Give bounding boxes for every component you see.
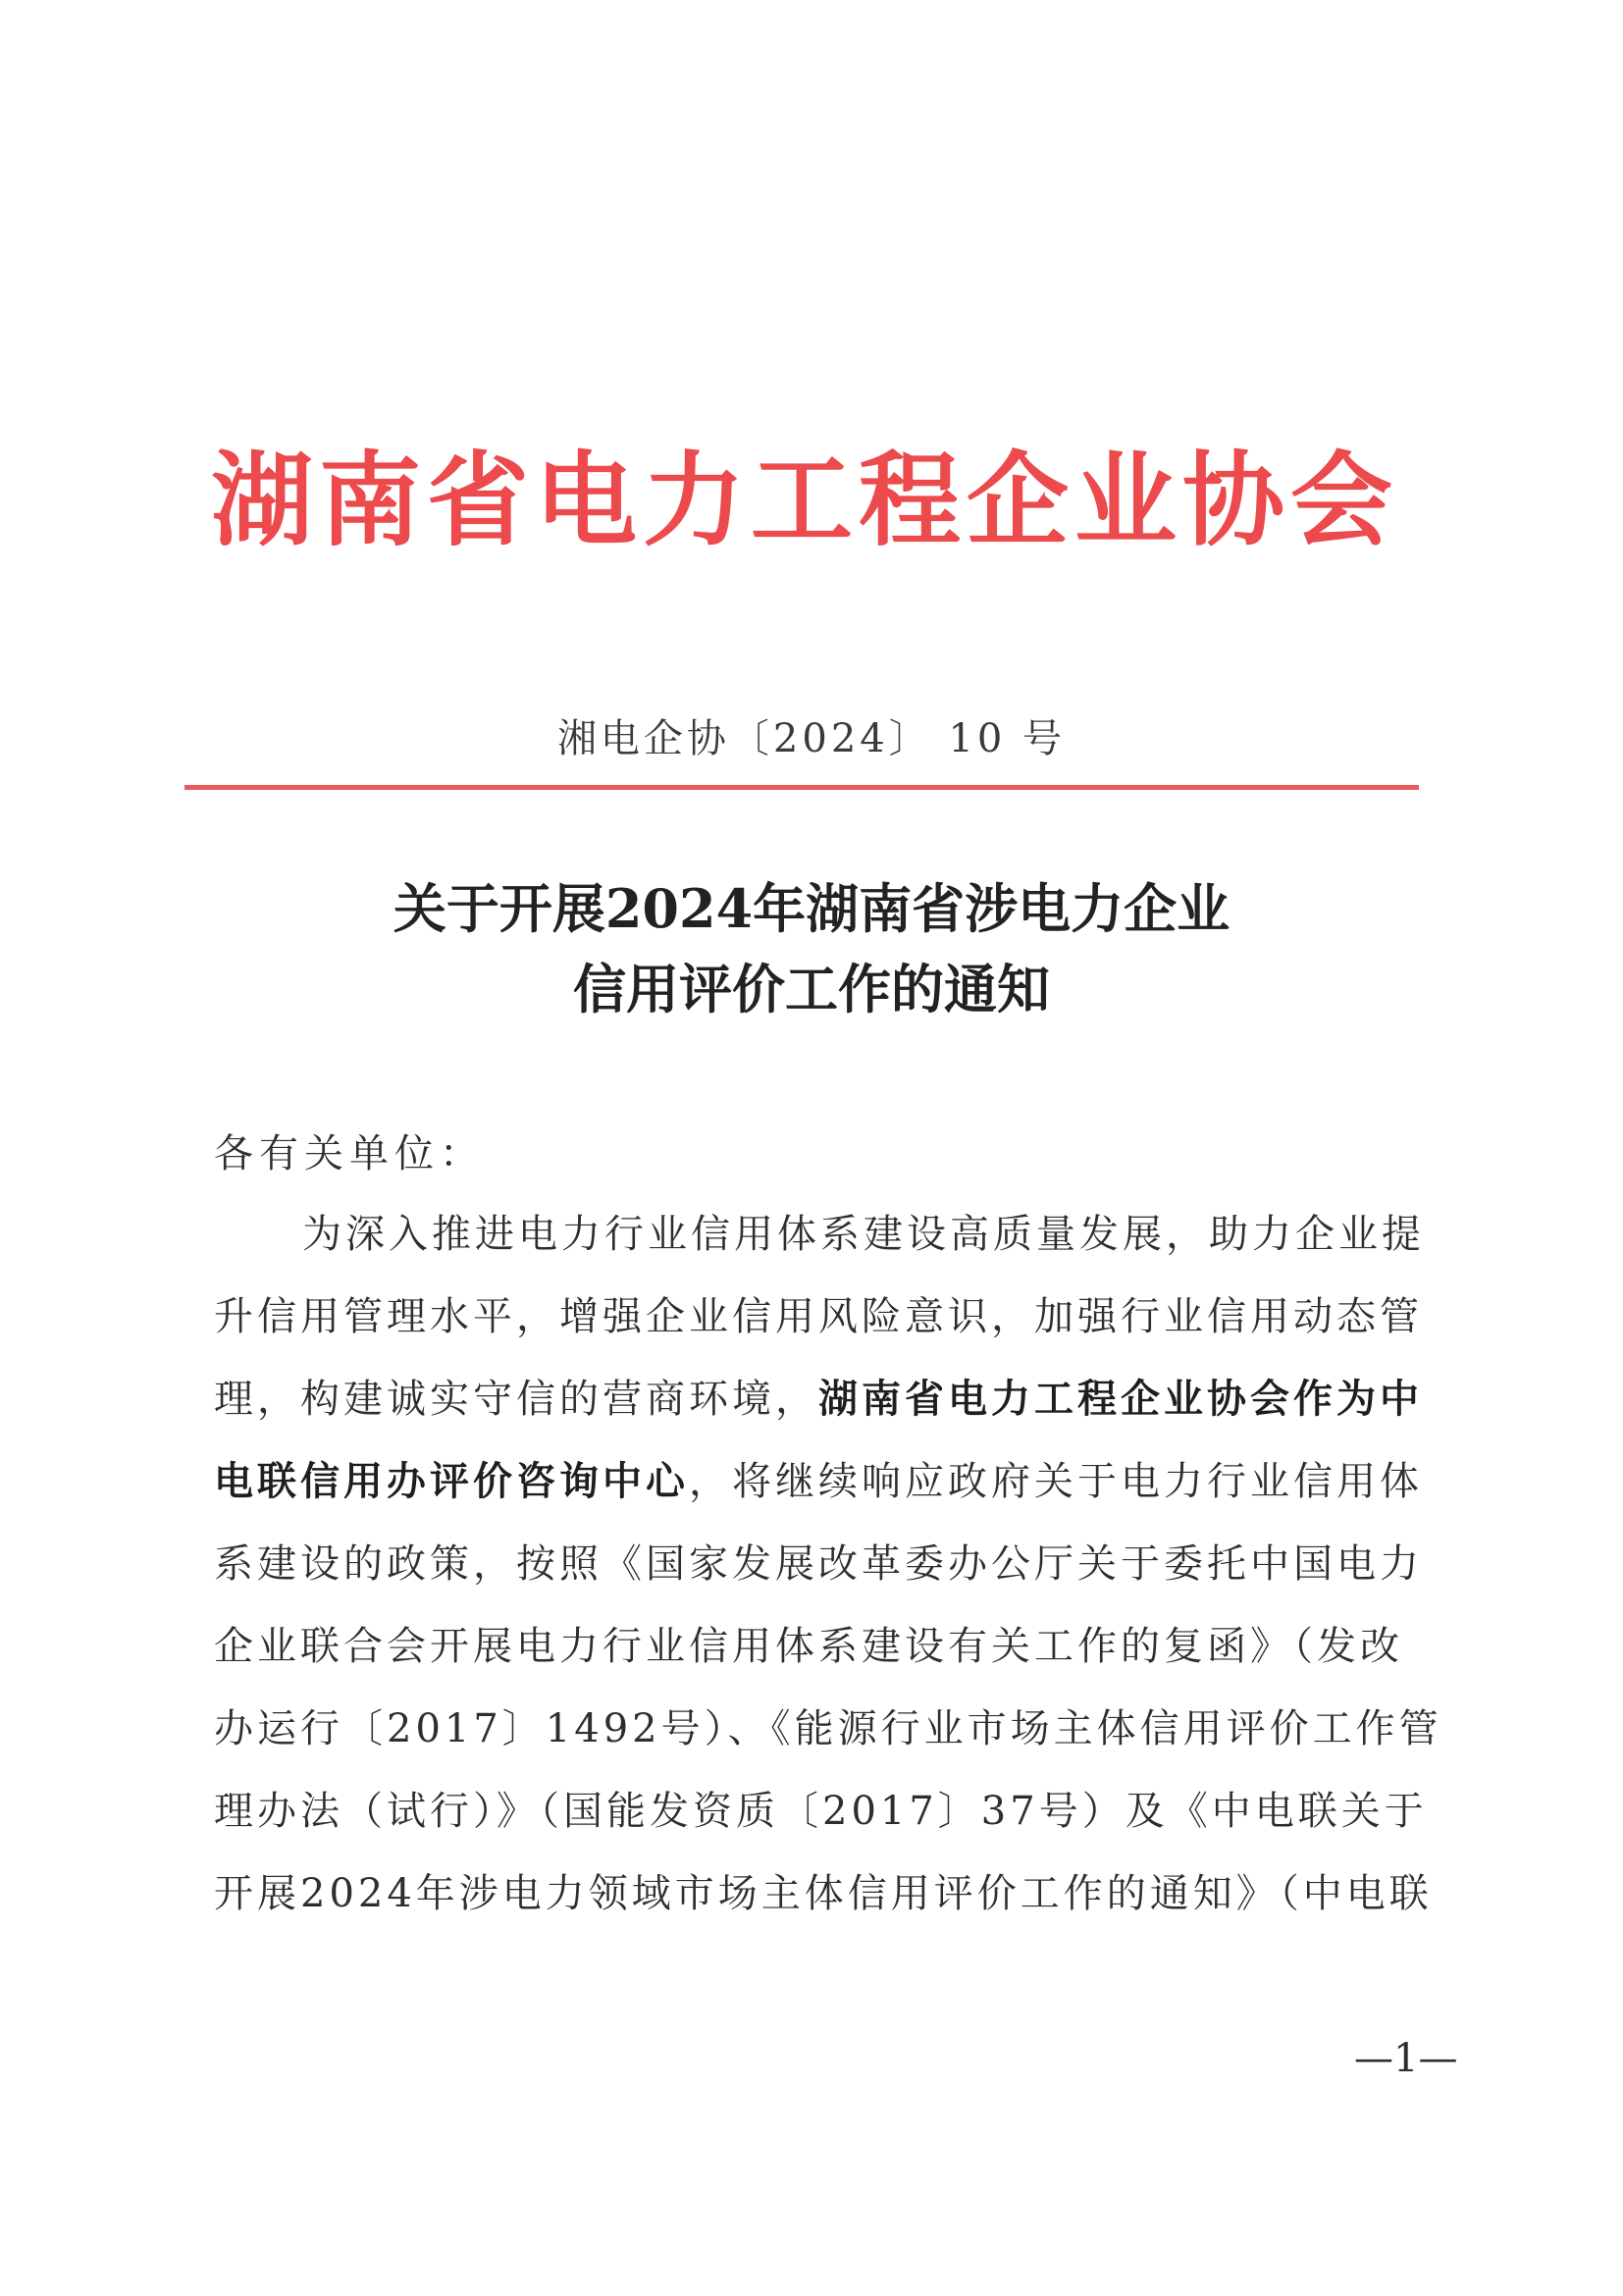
organization-title: 湖南省电力工程企业协会: [211, 440, 1399, 560]
body-line: [214, 1207, 1450, 1289]
salutation: 各有关单位：: [214, 1131, 485, 1176]
body-text-run: 为深入推进电力行业信用体系建设高质量发展，助力企业提: [302, 1212, 1425, 1257]
body-text-run: 理，构建诚实守信的营商环境，: [214, 1377, 818, 1422]
body-line: [214, 1289, 1450, 1372]
body-paragraph: [214, 1207, 1450, 1949]
document-number: 湘电企协〔2024〕 10 号: [556, 716, 1067, 761]
body-text-run: 办运行〔2017〕1492号）、《能源行业市场主体信用评价工作管: [214, 1706, 1442, 1751]
body-text-run: 开展2024年涉电力领域市场主体信用评价工作的通知》（中电联: [214, 1871, 1433, 1916]
body-text-run: 理办法（试行）》（国能发资质〔2017〕37号）及《中电联关于: [214, 1789, 1428, 1834]
body-line: [214, 1537, 1450, 1619]
body-line: [214, 1454, 1450, 1537]
body-line: [214, 1866, 1450, 1949]
notice-title-line-2: 信用评价工作的通知: [573, 958, 1050, 1020]
body-text-run: 企业联合会开展电力行业信用体系建设有关工作的复函》（发改: [214, 1624, 1403, 1669]
body-line: [214, 1784, 1450, 1866]
emphasized-text: 湖南省电力工程企业协会作为中: [818, 1377, 1423, 1422]
body-text-run: ，将继续响应政府关于电力行业信用体: [689, 1459, 1423, 1504]
body-text-run: 升信用管理水平，增强企业信用风险意识，加强行业信用动态管: [214, 1294, 1423, 1339]
emphasized-text: 电联信用办评价咨询中心: [214, 1459, 689, 1504]
body-text-run: 系建设的政策，按照《国家发展改革委办公厅关于委托中国电力: [214, 1541, 1423, 1587]
header-divider: [184, 785, 1419, 790]
body-line: [214, 1619, 1450, 1701]
body-line: [214, 1372, 1450, 1454]
body-line: [214, 1701, 1450, 1784]
notice-title: [0, 868, 1623, 1029]
page-number: —1—: [1354, 2036, 1458, 2081]
notice-title-line-1: 关于开展2024年湖南省涉电力企业: [393, 877, 1230, 940]
